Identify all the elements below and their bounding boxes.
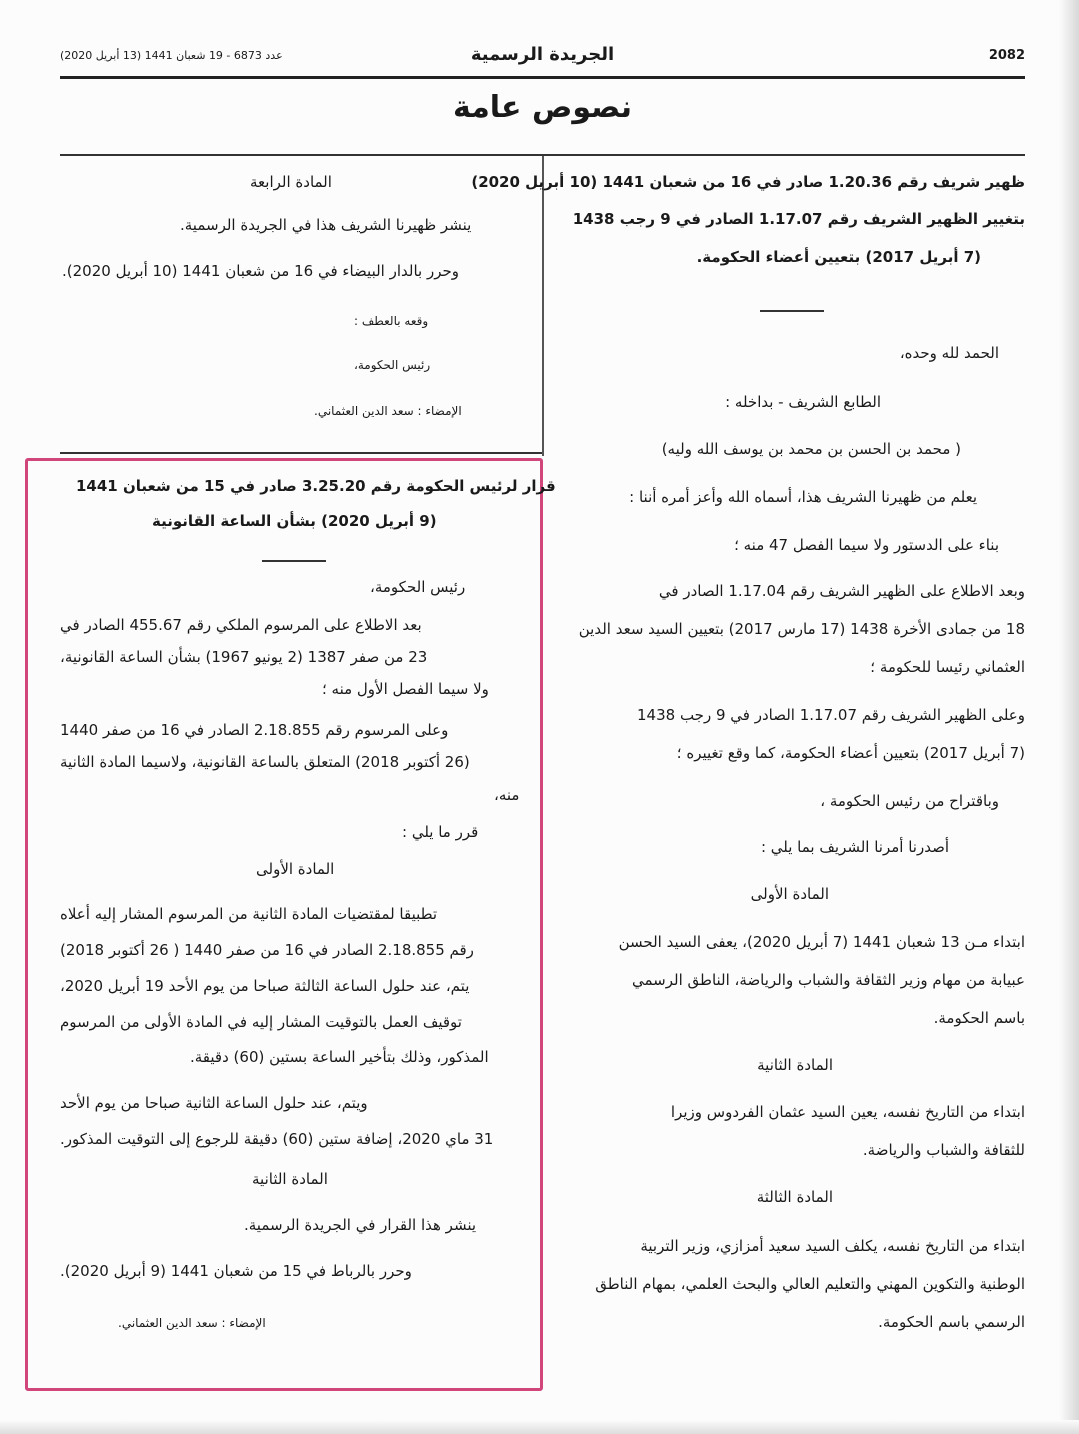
countersign-line: وقعه بالعطف :	[354, 314, 429, 328]
article-line: عبيابة من مهام وزير الثقافة والشباب والرياضة، الناطق الرسمي	[631, 971, 1025, 989]
done-at-line: وحرر بالرباط في 15 من شعبان 1441 (9 أبريل 2020).	[60, 1262, 412, 1280]
title-separator	[760, 310, 824, 312]
consideration-line: وعلى الظهير الشريف رقم 1.17.07 الصادر في 9 رجب 1438	[637, 706, 1025, 724]
article-line: رقم 2.18.855 الصادر في 16 من صفر 1440 ( 26 أكتوبر 2018)	[60, 941, 474, 959]
page-shadow-bottom	[0, 1420, 1079, 1434]
dahir-title-line: ظهير شريف رقم 1.20.36 صادر في 16 من شعبان 1441 (10 أبريل 2020)	[471, 173, 1025, 191]
seal-line: الطابع الشريف - بداخله :	[725, 393, 881, 411]
journal-title: الجريدة الرسمية	[470, 44, 615, 65]
article-line: باسم الحكومة.	[933, 1009, 1025, 1027]
basis-line: بناء على الدستور ولا سيما الفصل 47 منه ؛	[734, 536, 999, 554]
consideration-line: وعلى المرسوم رقم 2.18.855 الصادر في 16 من صفر 1440	[60, 721, 449, 739]
consideration-line: العثماني رئيسا للحكومة ؛	[870, 658, 1025, 676]
article-line: تطبيقا لمقتضيات المادة الثانية من المرسوم المشار إليه أعلاه	[60, 905, 438, 923]
order-line: أصدرنا أمرنا الشريف بما يلي :	[760, 838, 949, 856]
consideration-line: 23 من صفر 1387 (2 يونيو 1967) بشأن الساعة القانونية،	[60, 648, 428, 666]
publish-line: ينشر ظهيرنا الشريف هذا في الجريدة الرسمية.	[180, 216, 472, 234]
section-title: نصوص عامة	[453, 90, 632, 125]
signature-line: الإمضاء : سعد الدين العثماني.	[118, 1316, 266, 1330]
header-rule	[60, 76, 1025, 79]
highlight-box	[25, 458, 543, 1391]
article-line: 31 ماي 2020، إضافة ستين (60) دقيقة للرجوع إلى التوقيت المذكور.	[60, 1130, 494, 1148]
article-title: المادة الأولى	[256, 860, 335, 878]
decides-line: قرر ما يلي :	[402, 823, 479, 841]
article-title: المادة الثانية	[757, 1056, 833, 1074]
decree-title-line: قرار لرئيس الحكومة رقم 3.25.20 صادر في 15 من شعبان 1441	[76, 477, 556, 495]
consideration-line: وبعد الاطلاع على الظهير الشريف رقم 1.17.04 الصادر في	[658, 582, 1025, 600]
consideration-line: ولا سيما الفصل الأول منه ؛	[322, 680, 489, 698]
consideration-line: منه،	[494, 786, 520, 804]
article-line: ابتداء من التاريخ نفسه، يكلف السيد سعيد أمزازي، وزير التربية	[640, 1237, 1025, 1255]
proposal-line: وباقتراح من رئيس الحكومة ،	[820, 792, 999, 810]
publish-line: ينشر هذا القرار في الجريدة الرسمية.	[244, 1216, 477, 1234]
done-at-line: وحرر بالدار البيضاء في 16 من شعبان 1441 (10 أبريل 2020).	[62, 262, 460, 280]
announce-line: يعلم من ظهيرنا الشريف هذا، أسماه الله وأعز أمره أننا :	[629, 488, 977, 506]
page-shadow-right	[1059, 0, 1079, 1434]
decree-title-line: (9 أبريل 2020) بشأن الساعة القانونية	[152, 512, 437, 530]
column-divider	[542, 156, 544, 456]
issue-line: عدد 6873 - 19 شعبان 1441 (13 أبريل 2020)	[60, 49, 283, 62]
article-line: ويتم، عند حلول الساعة الثانية صباحا من يوم الأحد	[60, 1094, 368, 1112]
article-line: الوطنية والتكوين المهني والتعليم العالي والبحث العلمي، بمهام الناطق	[595, 1275, 1025, 1293]
signature-line: الإمضاء : سعد الدين العثماني.	[314, 404, 462, 418]
article-line: ابتداء مـن 13 شعبان 1441 (7 أبريل 2020)، يعفى السيد الحسن	[618, 933, 1025, 951]
consideration-line: (7 أبريل 2017) بتعيين أعضاء الحكومة، كما وقع تغييره ؛	[676, 744, 1025, 762]
article-title: المادة الثالثة	[756, 1188, 833, 1206]
page-header	[60, 44, 1025, 76]
article-title: المادة الثانية	[252, 1170, 328, 1188]
article-line: للثقافة والشباب والرياضة.	[862, 1141, 1025, 1159]
head-of-government: رئيس الحكومة،	[370, 578, 466, 596]
left-rule	[60, 452, 542, 454]
praise-line: الحمد لله وحده،	[899, 344, 999, 362]
dahir-title-line: (7 أبريل 2017) بتعيين أعضاء الحكومة.	[696, 248, 981, 266]
page-number: 2082	[988, 48, 1025, 63]
head-of-government: رئيس الحكومة،	[354, 358, 431, 372]
seal-name: ( محمد بن الحسن بن محمد بن يوسف الله وليه)	[661, 440, 961, 458]
article-title: المادة الرابعة	[250, 173, 332, 191]
article-line: توقيف العمل بالتوقيت المشار إليه في المادة الأولى من المرسوم	[60, 1013, 462, 1031]
article-title: المادة الأولى	[750, 885, 829, 903]
consideration-line: بعد الاطلاع على المرسوم الملكي رقم 455.67 الصادر في	[60, 616, 422, 634]
dahir-title-line: بتغيير الظهير الشريف رقم 1.17.07 الصادر في 9 رجب 1438	[572, 210, 1025, 228]
article-line: يتم، عند حلول الساعة الثالثة صباحا من يوم الأحد 19 أبريل 2020،	[60, 977, 470, 995]
title-separator	[262, 560, 326, 562]
article-line: المذكور، وذلك بتأخير الساعة بستين (60) دقيقة.	[190, 1048, 489, 1066]
article-line: ابتداء من التاريخ نفسه، يعين السيد عثمان الفردوس وزيرا	[670, 1103, 1025, 1121]
consideration-line: (26 أكتوبر 2018) المتعلق بالساعة القانونية، ولاسيما المادة الثانية	[60, 753, 470, 771]
consideration-line: 18 من جمادى الأخرة 1438 (17 مارس 2017) بتعيين السيد سعد الدين	[578, 620, 1025, 638]
article-line: الرسمي باسم الحكومة.	[878, 1313, 1025, 1331]
